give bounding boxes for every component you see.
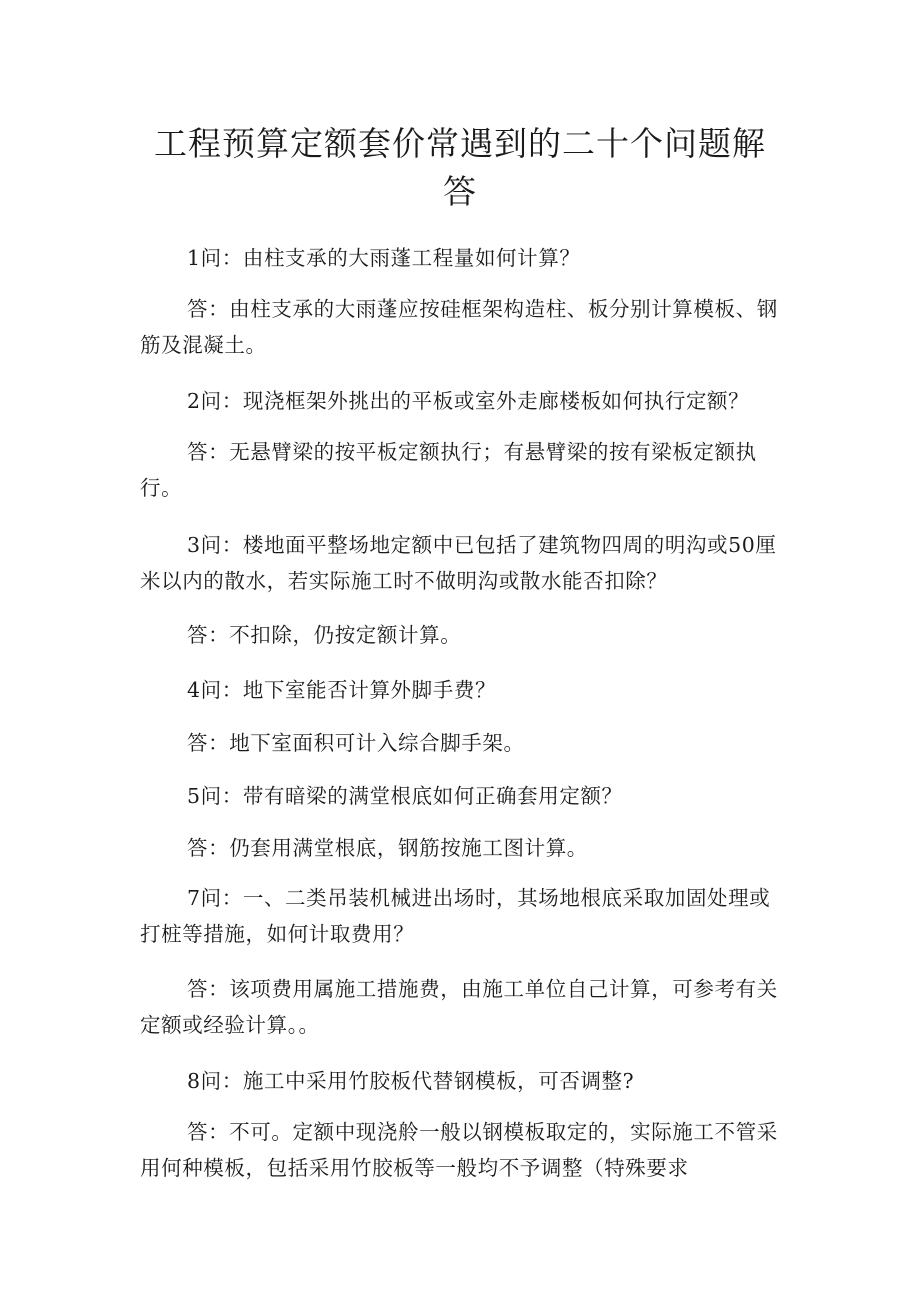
question-4: 4问：地下室能否计算外脚手费？ — [187, 678, 497, 702]
answer-8: 答：不可。定额中现浇舲一般以钢模板取定的，实际施工不管采用何种模板，包括采用竹胶板等一般均不予调整（特殊要求 — [140, 1120, 778, 1180]
question-7: 7问：一、二类吊装机械进出场时，其场地根底采取加固处理或打桩等措施，如何计取费用？ — [140, 886, 771, 946]
answer-1: 答：由柱支承的大雨蓬应按硅框架构造柱、板分别计算模板、钢筋及混凝土。 — [140, 297, 778, 357]
answer-5: 答：仍套用满堂根底，钢筋按施工图计算。 — [187, 836, 588, 860]
answer-3: 答：不扣除，仍按定额计算。 — [187, 623, 462, 647]
question-2: 2问：现浇框架外挑出的平板或室外走廊楼板如何执行定额？ — [187, 389, 750, 413]
answer-4: 答：地下室面积可计入综合脚手架。 — [187, 731, 525, 755]
document-title: 工程预算定额套价常遇到的二十个问题解答 — [154, 124, 766, 211]
question-3: 3问：楼地面平整场地定额中已包括了建筑物四周的明沟或50厘米以内的散水，若实际施工时不做明沟或散水能否扣除？ — [140, 533, 777, 593]
answer-7: 答：该项费用属施工措施费，由施工单位自己计算，可参考有关定额或经验计算。。 — [140, 977, 778, 1037]
question-1: 1问：由柱支承的大雨蓬工程量如何计算？ — [187, 246, 581, 270]
answer-2: 答：无悬臂梁的按平板定额执行；有悬臂梁的按有梁板定额执行。 — [140, 440, 757, 500]
question-8: 8问：施工中采用竹胶板代替钢模板，可否调整? — [187, 1069, 635, 1093]
question-5: 5问：带有暗梁的满堂根底如何正确套用定额？ — [187, 784, 623, 808]
